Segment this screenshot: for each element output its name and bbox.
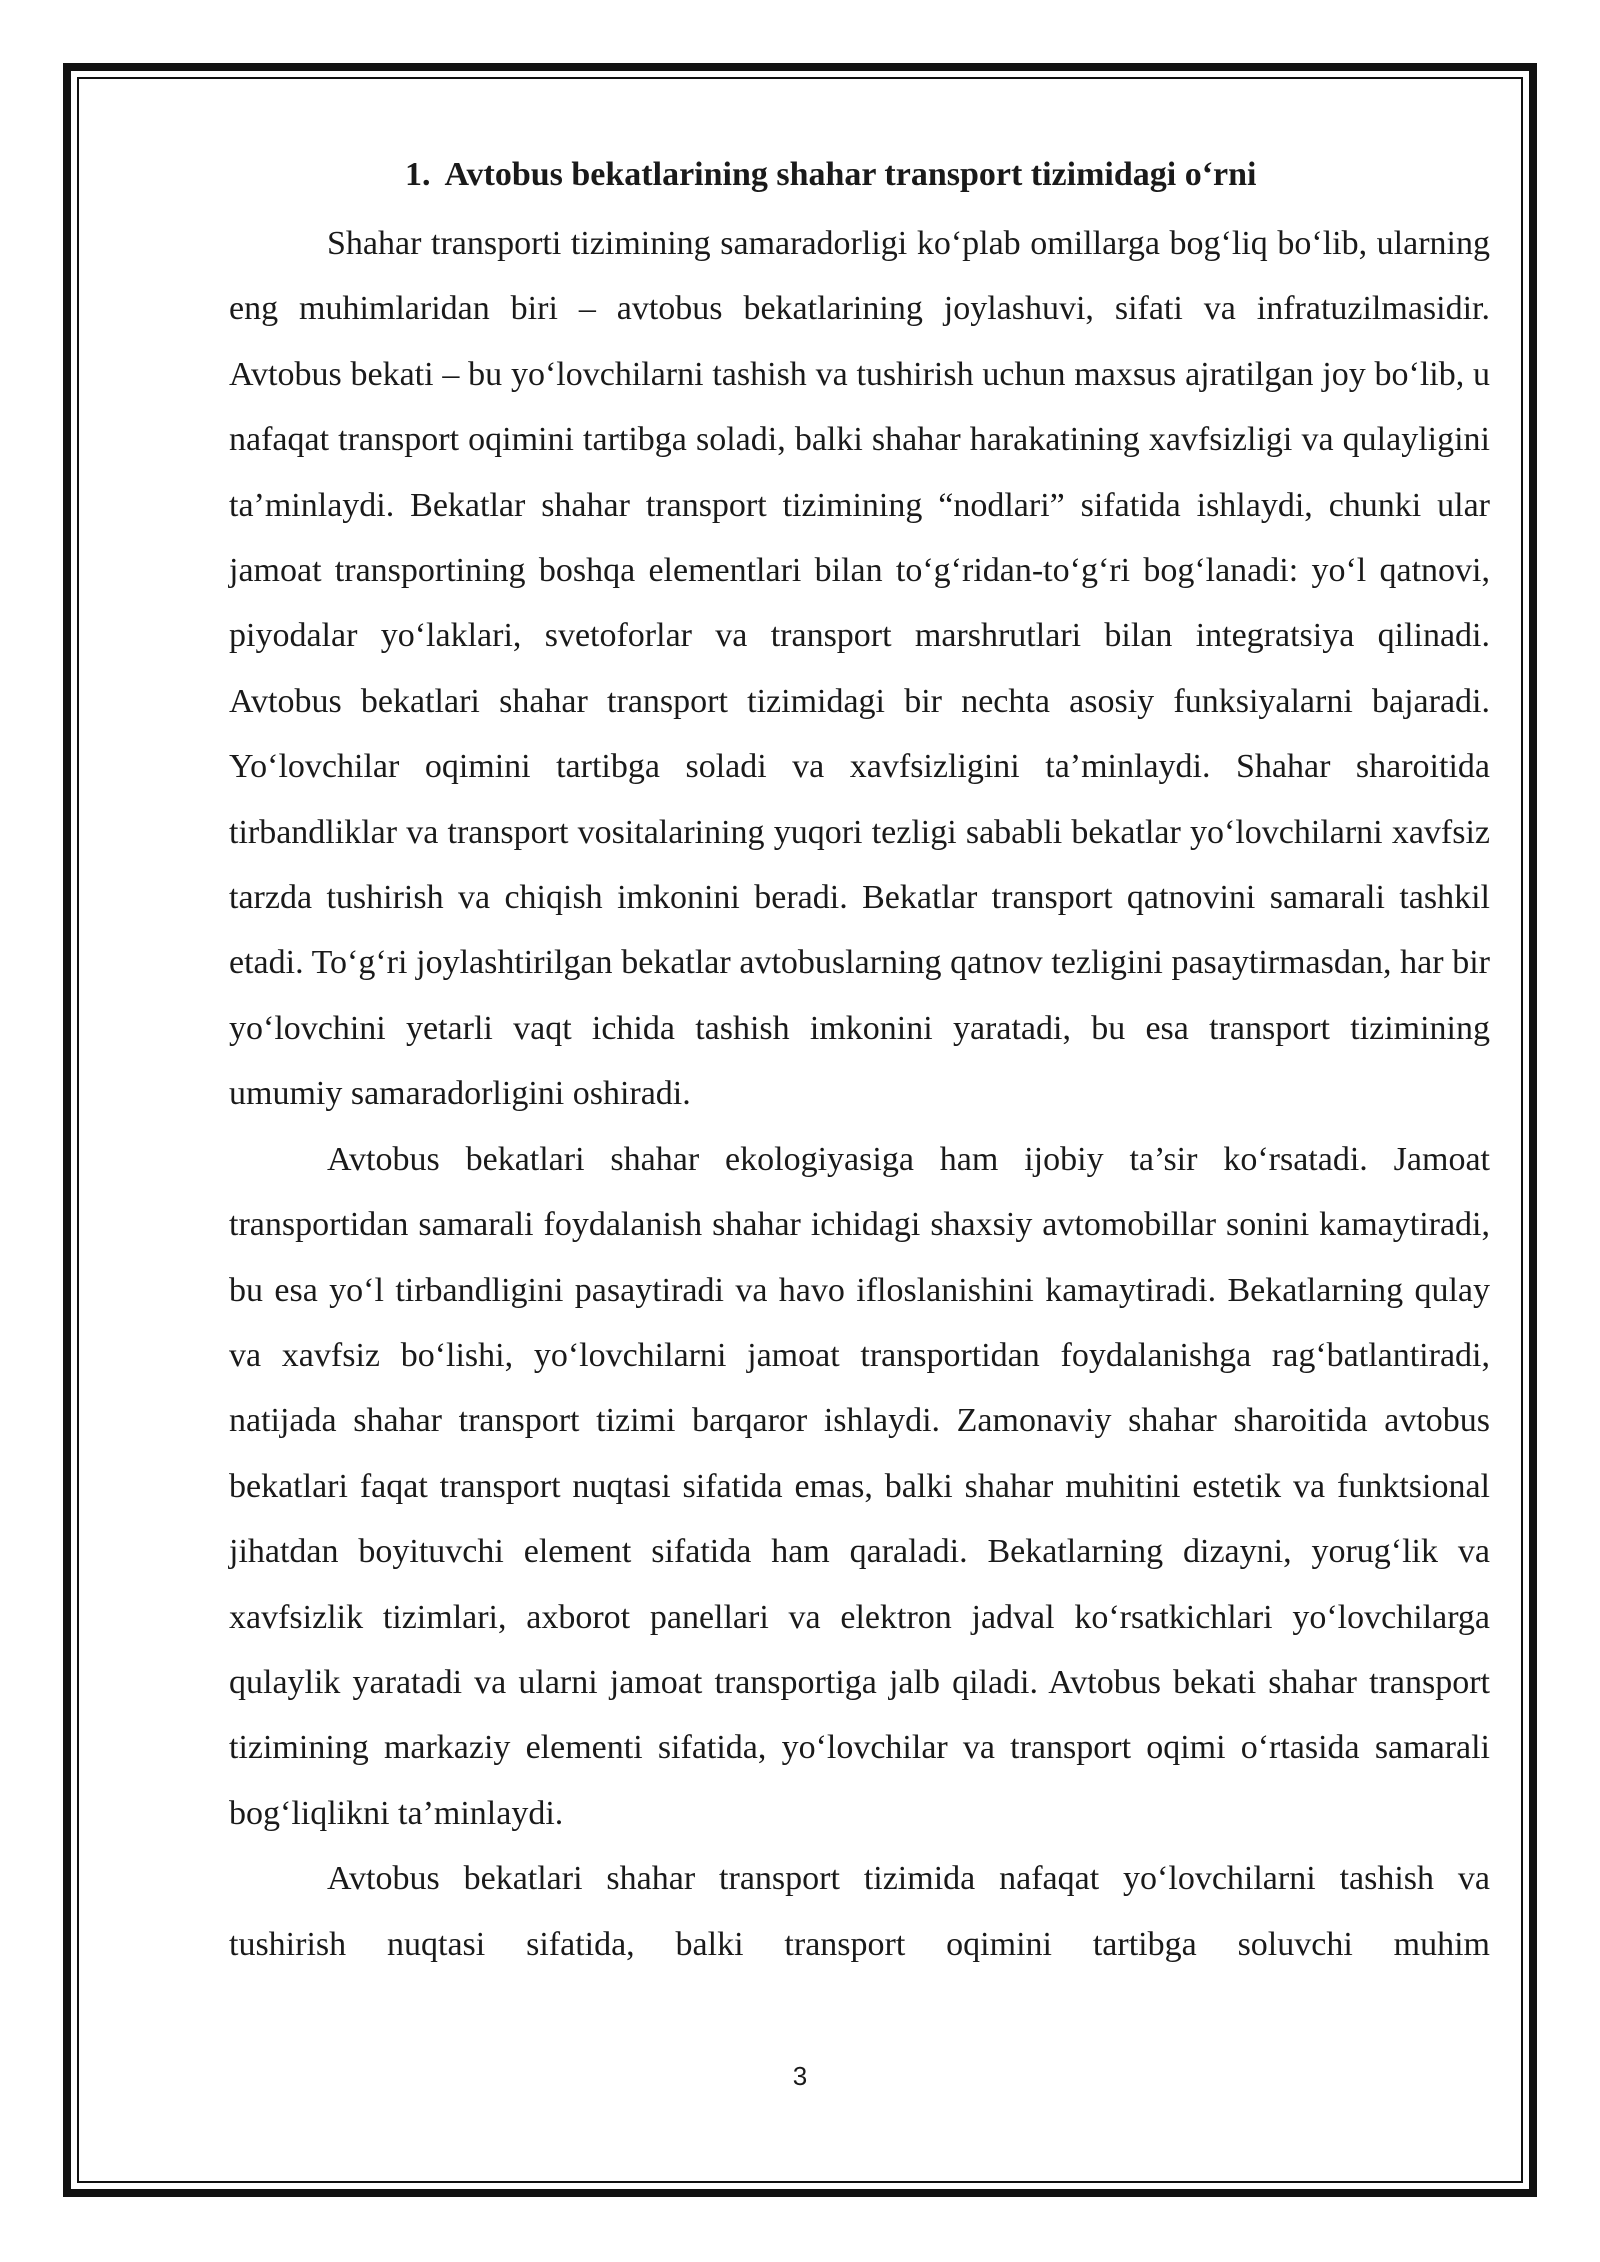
section-number: 1.: [405, 156, 431, 193]
section-heading: [229, 150, 1490, 200]
document-body: [229, 150, 1490, 1977]
page-number: 3: [792, 2061, 808, 2091]
section-title: Avtobus bekatlarining shahar transport tizimidagi o‘rni: [444, 156, 1257, 193]
paragraph-1: Shahar transporti tizimining samaradorligi ko‘plab omillarga bog‘liq bo‘lib, ularning eng muhimlaridan biri – avtobus bekatlarining joylashuvi, sifati va infratuzilmasidir. Avtobus bekati – bu yo‘lovchilarni tashish va tushirish uchun maxsus ajratilgan joy bo‘lib, u nafaqat transport oqimini tartibga soladi, balki shahar harakatining xavfsizligi va qulayligini ta’minlaydi. Bekatlar shahar transport tizimining “nodlari” sifatida ishlaydi, chunki ular jamoat transportining boshqa elementlari bilan to‘g‘ridan-to‘g‘ri bog‘lanadi: yo‘l qatnovi, piyodalar yo‘laklari, svetoforlar va transport marshrutlari bilan integratsiya qilinadi. Avtobus bekatlari shahar transport tizimidagi bir nechta asosiy funksiyalarni bajaradi. Yo‘lovchilar oqimini tartibga soladi va xavfsizligini ta’minlaydi. Shahar sharoitida tirbandliklar va transport vositalarining yuqori tezligi sababli bekatlar yo‘lovchilarni xavfsiz tarzda tushirish va chiqish imkonini beradi. Bekatlar transport qatnovini samarali tashkil etadi. To‘g‘ri joylashtirilgan bekatlar avtobuslarning qatnov tezligini pasaytirmasdan, har bir yo‘lovchini yetarli vaqt ichida tashish imkonini yaratadi, bu esa transport tizimining umumiy samaradorligini oshiradi.: [229, 225, 1490, 1113]
paragraph-3: Avtobus bekatlari shahar transport tizimida nafaqat yo‘lovchilarni tashish va tushirish nuqtasi sifatida, balki transport oqimini tartibga soluvchi muhim: [229, 1860, 1490, 1963]
paragraph-2: Avtobus bekatlari shahar ekologiyasiga ham ijobiy ta’sir ko‘rsatadi. Jamoat transportidan samarali foydalanish shahar ichidagi shaxsiy avtomobillar sonini kamaytiradi, bu esa yo‘l tirbandligini pasaytiradi va havo ifloslanishini kamaytiradi. Bekatlarning qulay va xavfsiz bo‘lishi, yo‘lovchilarni jamoat transportidan foydalanishga rag‘batlantiradi, natijada shahar transport tizimi barqaror ishlaydi. Zamonaviy shahar sharoitida avtobus bekatlari faqat transport nuqtasi sifatida emas, balki shahar muhitini estetik va funktsional jihatdan boyituvchi element sifatida ham qaraladi. Bekatlarning dizayni, yorug‘lik va xavfsizlik tizimlari, axborot panellari va elektron jadval ko‘rsatkichlari yo‘lovchilarga qulaylik yaratadi va ularni jamoat transportiga jalb qiladi. Avtobus bekati shahar transport tizimining markaziy elementi sifatida, yo‘lovchilar va transport oqimi o‘rtasida samarali bog‘liqlikni ta’minlaydi.: [229, 1140, 1490, 1832]
